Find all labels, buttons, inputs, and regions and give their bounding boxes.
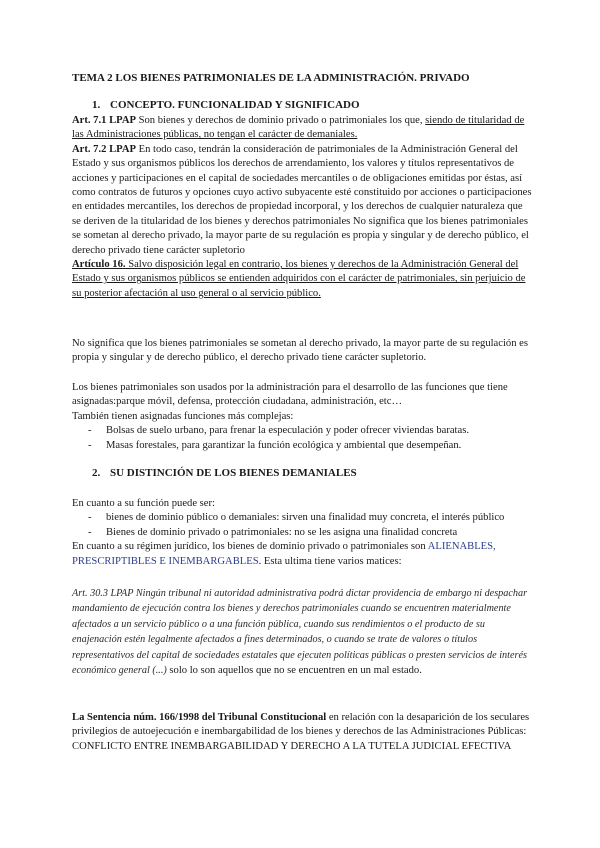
section-2-body [72, 497, 532, 569]
art-30-tail: solo lo son aquellos que no se encuentren en un mal estado. [166, 665, 422, 677]
list-item: - Bolsas de suelo urbano, para frenar la especulación y poder ofrecer viviendas baratas. [72, 424, 532, 438]
regimen-text: En cuanto a su régimen jurídico, los bienes de dominio privado o patrimoniales son [72, 541, 428, 553]
art-7-1-text: Son bienes y derechos de dominio privado o patrimoniales los que, [135, 115, 426, 126]
art-30-paragraph [72, 586, 532, 678]
regimen-highlight: ALIENABLES, PRESCRIPTIBLES E INEMBARGABLES [72, 541, 496, 567]
section-2-intro: En cuanto a su función puede ser: [72, 498, 215, 509]
sentencia-paragraph [72, 711, 532, 754]
art-16-label: Artículo 16. [72, 259, 126, 271]
section-2-number: 2. [92, 467, 101, 479]
list-item: - Bienes de dominio privado o patrimoniales: no se les asigna una finalidad concreta [72, 526, 532, 540]
paragraph-usados: Los bienes patrimoniales son usados por la administración para el desarrollo de las funciones que tiene asignadas:parque móvil, defensa, protección ciudadana, administración, etc… [72, 382, 508, 408]
art-16-paragraph [72, 258, 532, 301]
paragraph-no-significa: No significa que los bienes patrimoniales se sometan al derecho privado, la mayor parte de su regulación es propia y singular y de derecho público, el derecho privado tiene carácter supletorio. [72, 338, 528, 364]
art-30-quote: Art. 30.3 LPAP Ningún tribunal ni autoridad administrativa podrá dictar providencia de embargo ni despachar mandamiento de ejecución contra los bienes y derechos patrimoniales cuando se encuentren materialmente afectados a un servicio público o a una función pública, cuando sus rendimientos o el producto de su enajenación estén legalmente afectados a fines determinados, o cuando se trate de valores o títulos representativos del capital de sociedades estatales que ejecuten políticas públicas o presten servicios de interés económico general (...) [72, 588, 528, 677]
art-16-text: Salvo disposición legal en contrario, los bienes y derechos de la Administración General del Estado y sus organismos públicos se entienden adquiridos con el carácter de patrimoniales, sin perjuicio de su posterior afectación al uso general o al servicio público. [72, 259, 526, 299]
art-7-1-label: Art. 7.1 LPAP [72, 115, 136, 126]
section-2-heading-text: SU DISTINCIÓN DE LOS BIENES DEMANIALES [110, 467, 357, 479]
art-7-2-text: En todo caso, tendrán la consideración de patrimoniales de la Administración General del Estado y sus organismos públicos los derechos de arrendamiento, los valores y títulos representativos de acciones y participaciones en el capital de sociedades mercantiles o de obligaciones emitidas por éstas, así como contratos de futuros y opciones cuyo activo subyacente esté constituido por acciones o participaciones en entidades mercantiles, los derechos de propiedad incorporal, y los derechos de cualquier naturaleza que se deriven de la titularidad de los bienes y derechos patrimoniales No significa que los bienes patrimoniales se sometan al derecho privado, la mayor parte de su regulación es propia y singular y de derecho público, el derecho privado tiene carácter supletorio [72, 143, 532, 256]
sentencia-title: La Sentencia núm. 166/1998 del Tribunal Constitucional [72, 712, 327, 723]
regimen-paragraph [72, 540, 532, 569]
sentencia-text: en relación con la desaparición de los seculares privilegios de autoejecución e inembargabilidad de los bienes y derechos de las Administraciones Públicas: CONFLICTO ENTRE INEMBARGABILIDAD Y DERECHO A LA TUTELA JUDICIAL EFECTIVA [72, 712, 530, 752]
list-item: - Masas forestales, para garantizar la función ecológica y ambiental que desempeñan. [72, 439, 532, 453]
section-1-heading [92, 99, 360, 111]
paragraph-funciones [72, 381, 532, 453]
document-title: TEMA 2 LOS BIENES PATRIMONIALES DE LA ADMINISTRACIÓN. PRIVADO [72, 72, 470, 84]
section-1-bullet-list [72, 424, 532, 453]
section-2-bullet-list [72, 511, 532, 540]
art-7-2-paragraph [72, 143, 532, 258]
list-item: - bienes de dominio público o demaniales: sirven una finalidad muy concreta, el interés público [72, 511, 532, 525]
art-7-2-label: Art. 7.2 LPAP [72, 143, 136, 155]
art-7-1-underlined: siendo de titularidad de las Administraciones públicas, no tengan el carácter de demaniales. [72, 115, 525, 141]
section-2-heading [92, 467, 357, 479]
section-1-articles [72, 114, 532, 301]
paragraph-tambien: También tienen asignadas funciones más complejas: [72, 410, 294, 422]
section-1-number: 1. [92, 99, 101, 111]
regimen-tail: . Esta ultima tiene varios matices: [258, 555, 402, 567]
art-7-1-paragraph [72, 114, 532, 143]
section-1-heading-text: CONCEPTO. FUNCIONALIDAD Y SIGNIFICADO [110, 99, 360, 111]
